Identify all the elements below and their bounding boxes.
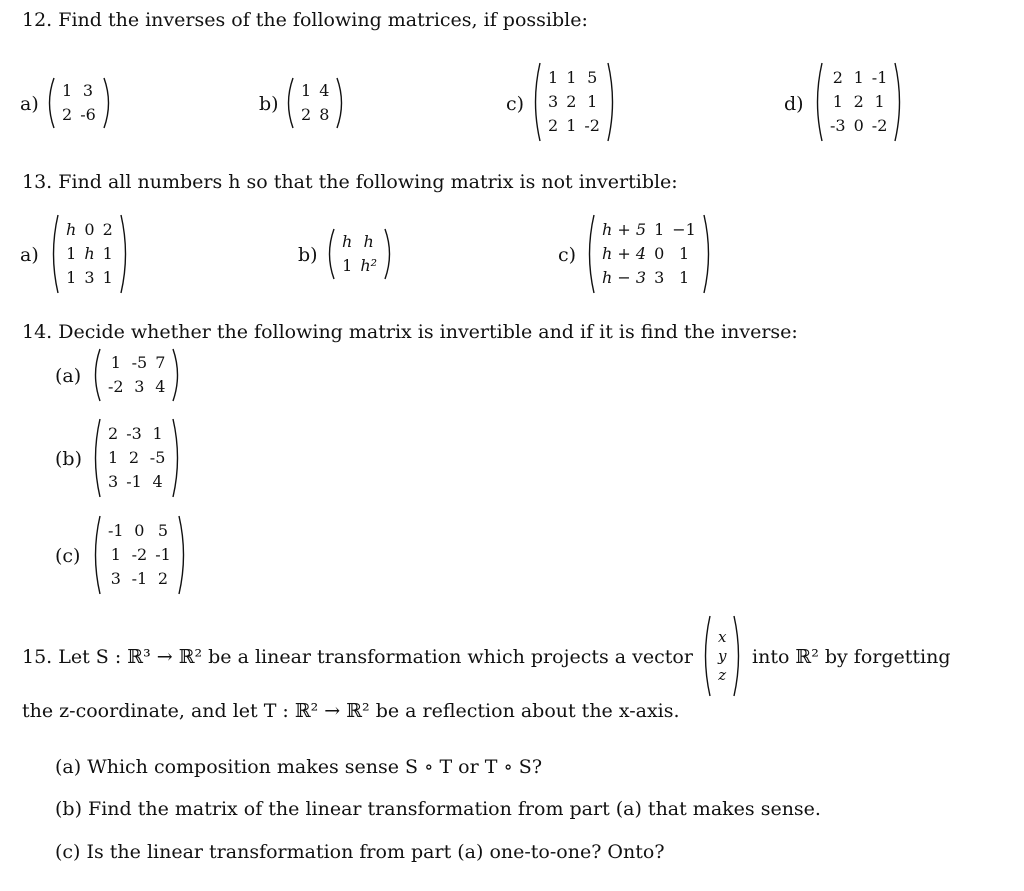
matrix-entries <box>824 66 893 138</box>
matrix-cell: -3 <box>830 116 846 135</box>
matrix-cell: -2 <box>108 377 124 396</box>
matrix-cell: 2 <box>548 116 559 135</box>
q15-line1-prefix: 15. Let S : ℝ³ → ℝ² be a linear transformation which projects a vector <box>22 646 693 668</box>
matrix-cell: -1 <box>871 68 888 87</box>
matrix-entries <box>60 218 119 290</box>
matrix-cell: h + 4 <box>602 244 647 263</box>
matrix-cell: -2 <box>871 116 888 135</box>
q14-title: 14. Decide whether the following matrix is invertible and if it is find the inverse: <box>22 321 798 343</box>
q14b-matrix <box>90 418 183 498</box>
q13c-matrix <box>584 214 714 294</box>
matrix-entries <box>596 218 702 290</box>
right-parenthesis <box>171 348 183 402</box>
q15-part-b: (b) Find the matrix of the linear transformation from part (a) that makes sense. <box>55 798 821 820</box>
q12c-label: c) <box>506 93 525 115</box>
matrix-entries <box>336 230 383 278</box>
q12b-matrix <box>283 77 347 129</box>
matrix-cell: -1 <box>108 521 124 540</box>
matrix-cell: 1 <box>566 116 577 135</box>
matrix-cell: 2 <box>128 448 140 467</box>
q14c-matrix <box>90 515 189 595</box>
matrix-cell: 1 <box>342 256 353 275</box>
matrix-cell: z <box>718 665 727 684</box>
matrix-cell: 1 <box>678 268 690 287</box>
left-parenthesis <box>48 214 60 294</box>
matrix-cell: 2 <box>62 105 73 124</box>
matrix-cell: 1 <box>548 68 559 87</box>
right-parenthesis <box>702 214 714 294</box>
right-parenthesis <box>606 62 618 142</box>
left-parenthesis <box>44 77 56 129</box>
matrix-cell: -5 <box>149 448 166 467</box>
q15-part-a: (a) Which composition makes sense S ∘ T or T ∘ S? <box>55 756 543 778</box>
matrix-cell: 0 <box>654 244 665 263</box>
left-parenthesis <box>90 515 102 595</box>
matrix-cell: h − 3 <box>602 268 647 287</box>
matrix-cell: 2 <box>853 92 864 111</box>
matrix-cell: h² <box>360 256 378 275</box>
matrix-cell: x <box>718 627 727 646</box>
matrix-cell: 2 <box>832 68 843 87</box>
matrix-cell: −1 <box>672 220 696 239</box>
matrix-cell: 1 <box>152 424 163 443</box>
right-parenthesis <box>893 62 905 142</box>
matrix-entries <box>295 79 335 127</box>
matrix-cell: -2 <box>131 545 148 564</box>
matrix-cell: 1 <box>66 268 77 287</box>
matrix-cell: 3 <box>108 472 119 491</box>
matrix-cell: 0 <box>134 521 145 540</box>
matrix-cell: 4 <box>155 377 166 396</box>
matrix-cell: 1 <box>110 545 121 564</box>
left-parenthesis <box>530 62 542 142</box>
matrix-entries <box>712 628 732 685</box>
q14c-label: (c) <box>55 545 81 567</box>
left-parenthesis <box>90 418 102 498</box>
matrix-entries <box>542 66 606 138</box>
q15-line2: the z-coordinate, and let T : ℝ² → ℝ² be a reflection about the x-axis. <box>22 700 680 722</box>
matrix-cell: 1 <box>110 353 121 372</box>
matrix-cell: -6 <box>80 105 96 124</box>
matrix-cell: 8 <box>319 105 330 124</box>
right-parenthesis <box>119 214 131 294</box>
q15-line1-suffix: into ℝ² by forgetting <box>752 646 951 668</box>
matrix-cell: h <box>66 220 77 239</box>
right-parenthesis <box>335 77 347 129</box>
q14a-matrix <box>90 348 183 402</box>
right-parenthesis <box>177 515 189 595</box>
q15-vector <box>700 615 744 697</box>
matrix-cell: h <box>84 244 95 263</box>
matrix-cell: 4 <box>152 472 163 491</box>
matrix-cell: 1 <box>62 81 73 100</box>
matrix-cell: 0 <box>84 220 95 239</box>
matrix-cell: 1 <box>66 244 77 263</box>
right-parenthesis <box>102 77 114 129</box>
matrix-cell: 3 <box>654 268 665 287</box>
right-parenthesis <box>171 418 183 498</box>
matrix-cell: 2 <box>566 92 577 111</box>
q13b-matrix <box>324 228 395 280</box>
left-parenthesis <box>700 615 712 697</box>
matrix-cell: 1 <box>108 448 119 467</box>
matrix-cell: -1 <box>126 472 142 491</box>
matrix-cell: -5 <box>131 353 148 372</box>
q12d-matrix <box>812 62 905 142</box>
right-parenthesis <box>732 615 744 697</box>
q12d-label: d) <box>784 93 804 115</box>
matrix-cell: y <box>718 646 727 665</box>
matrix-cell: 1 <box>678 244 690 263</box>
q12b-label: b) <box>259 93 279 115</box>
matrix-cell: 3 <box>84 268 95 287</box>
left-parenthesis <box>324 228 336 280</box>
left-parenthesis <box>283 77 295 129</box>
q12c-matrix <box>530 62 618 142</box>
matrix-cell: h <box>342 232 353 251</box>
matrix-cell: 2 <box>102 220 113 239</box>
matrix-cell: 1 <box>301 81 312 100</box>
left-parenthesis <box>90 348 102 402</box>
q13a-label: a) <box>20 244 39 266</box>
matrix-cell: 5 <box>587 68 598 87</box>
q13-title: 13. Find all numbers h so that the following matrix is not invertible: <box>22 171 678 193</box>
q12-title: 12. Find the inverses of the following matrices, if possible: <box>22 9 588 31</box>
q13c-label: c) <box>558 244 577 266</box>
q12a-label: a) <box>20 93 39 115</box>
matrix-cell: 2 <box>301 105 312 124</box>
q15-part-c: (c) Is the linear transformation from part (a) one-to-one? Onto? <box>55 841 665 863</box>
matrix-cell: 3 <box>134 377 145 396</box>
matrix-cell: 1 <box>102 268 113 287</box>
q14a-label: (a) <box>55 365 82 387</box>
matrix-cell: 1 <box>102 244 113 263</box>
matrix-entries <box>102 519 177 591</box>
matrix-cell: 7 <box>155 353 166 372</box>
q12a-matrix <box>44 77 114 129</box>
matrix-cell: 1 <box>566 68 577 87</box>
matrix-cell: -1 <box>155 545 171 564</box>
q14b-label: (b) <box>55 448 82 470</box>
q13a-matrix <box>48 214 131 294</box>
matrix-cell: 0 <box>853 116 864 135</box>
matrix-cell: 3 <box>110 569 121 588</box>
matrix-cell: 3 <box>548 92 559 111</box>
matrix-cell: -2 <box>584 116 600 135</box>
matrix-cell: 1 <box>853 68 864 87</box>
matrix-cell: 1 <box>874 92 885 111</box>
left-parenthesis <box>584 214 596 294</box>
matrix-cell: 1 <box>654 220 665 239</box>
q13b-label: b) <box>298 244 318 266</box>
matrix-cell: -3 <box>126 424 142 443</box>
matrix-entries <box>102 422 171 494</box>
right-parenthesis <box>383 228 395 280</box>
matrix-cell: h + 5 <box>602 220 647 239</box>
matrix-cell: h <box>363 232 374 251</box>
matrix-cell: 2 <box>157 569 169 588</box>
matrix-cell: 1 <box>832 92 843 111</box>
matrix-cell: 1 <box>587 92 598 111</box>
matrix-cell: 4 <box>319 81 330 100</box>
matrix-entries <box>102 351 171 399</box>
left-parenthesis <box>812 62 824 142</box>
matrix-cell: 5 <box>157 521 169 540</box>
matrix-cell: 2 <box>108 424 119 443</box>
matrix-cell: 3 <box>82 81 94 100</box>
matrix-cell: -1 <box>131 569 148 588</box>
matrix-entries <box>56 79 102 127</box>
